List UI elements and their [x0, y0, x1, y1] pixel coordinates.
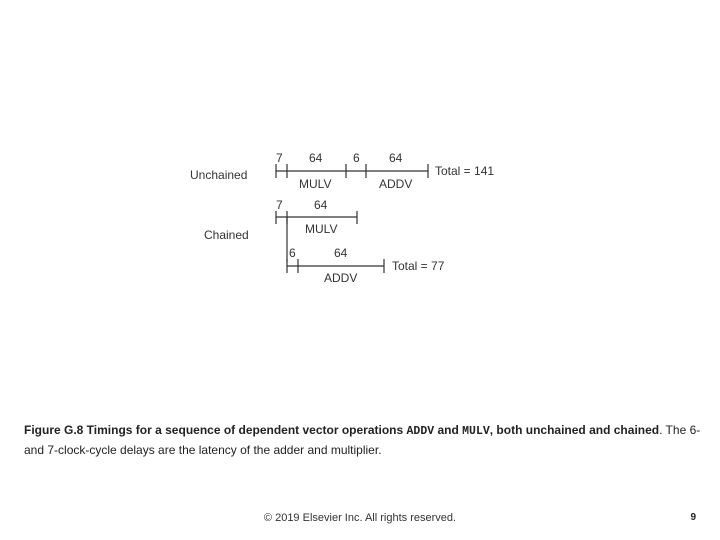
- chained-mulv-delay: 7: [276, 198, 283, 212]
- chained-addv-label: ADDV: [324, 271, 358, 285]
- unchained-addv-label: ADDV: [379, 177, 413, 191]
- caption-lead: Figure G.8 Timings for a sequence of dependent vector operations: [24, 423, 407, 437]
- caption-op-mulv: MULV: [462, 425, 490, 438]
- unchained-timeline: [276, 164, 428, 178]
- unchained-seg3-number: 6: [353, 151, 360, 165]
- figure-caption: [24, 421, 704, 459]
- copyright-notice: © 2019 Elsevier Inc. All rights reserved.: [263, 512, 457, 524]
- caption-tail: , both unchained and chained: [489, 423, 660, 437]
- chained-mulv-label: MULV: [305, 222, 338, 236]
- unchained-mulv-label: MULV: [299, 177, 332, 191]
- unchained-seg2-number: 64: [309, 151, 323, 165]
- caption-mid: and: [434, 423, 463, 437]
- unchained-seg1-number: 7: [276, 151, 283, 165]
- caption-rest: . The 6- and 7-clock-cycle delays are the latency of the adder and multiplier.: [24, 423, 701, 457]
- caption-op-addv: ADDV: [406, 425, 435, 438]
- chained-label: Chained: [204, 228, 249, 242]
- chained-addv-delay: 6: [289, 246, 296, 260]
- unchained-label: Unchained: [190, 168, 248, 182]
- unchained-seg4-number: 64: [389, 151, 403, 165]
- unchained-total-label: Total = 141: [435, 164, 495, 178]
- chained-mulv-length: 64: [314, 198, 328, 212]
- chained-addv-length: 64: [334, 246, 348, 260]
- page-number: 9: [690, 512, 696, 523]
- chained-total-label: Total = 77: [392, 259, 445, 273]
